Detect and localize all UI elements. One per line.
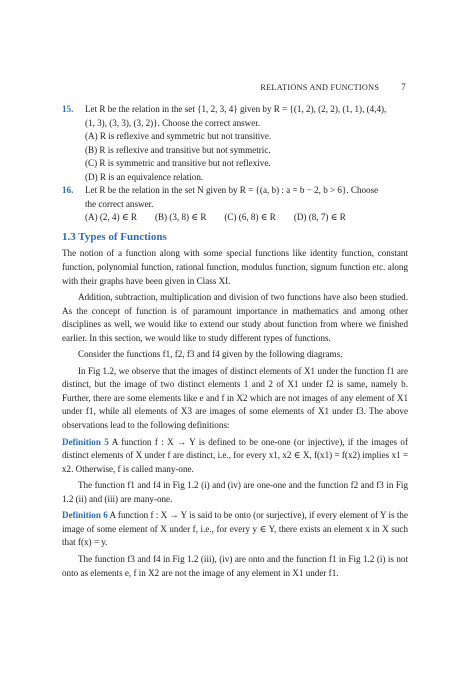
section-title: 1.3 Types of Functions — [62, 230, 167, 243]
running-title: RELATIONS AND FUNCTIONS — [260, 83, 380, 92]
section-paragraph-1: The notion of a function along with some special functions like identity function, constant function, polynomial function, rational function, modulus function, signum function etc. along with their graphs have been given in Class XI. — [62, 248, 408, 286]
section-paragraph-3: Consider the functions f1, f2, f3 and f4 given by the following diagrams. — [78, 349, 343, 360]
question-16-stem-line1: Let R be the relation in the set N given by R = {(a, b) : a = b − 2, b > 6}. Choose — [85, 185, 379, 196]
question-16-option-d: (D) (8, 7) ∈ R — [293, 212, 346, 223]
question-16-stem-line2: the correct answer. — [85, 198, 154, 209]
page-number: 7 — [401, 82, 406, 92]
definition-5-heading: Definition 5 — [62, 436, 109, 447]
question-16 — [62, 184, 408, 211]
question-16-option-c: (C) (6, 8) ∈ R — [224, 212, 276, 223]
question-15-option-b: (B) R is reflexive and transitive but not symmetric. — [85, 144, 271, 155]
page-content — [62, 103, 408, 580]
question-15-option-d: (D) R is an equivalence relation. — [85, 171, 204, 182]
definition-6-text: A function f : X → Y is said to be onto (or surjective), if every element of Y is the image of some element of X under f, i.e., for every y ∈ Y, there exists an element x in X such that f(x) = y. — [62, 510, 408, 548]
question-15-option-a: (A) R is reflexive and symmetric but not transitive. — [85, 131, 272, 142]
question-15-stem-line1: Let R be the relation in the set {1, 2, 3, 4} given by R = {(1, 2), (2, 2), (1, 1), (4,4), — [85, 104, 387, 114]
question-16-number: 16. — [62, 185, 74, 196]
section-paragraph-4: In Fig 1.2, we observe that the images of distinct elements of X1 under the function f1 are distinct, but the image of two distinct elements 1 and 2 of X1 under f2 is same, namely b. Further, there are some elements like e and f in X2 which are not images of any element of X1 under f1, while all elements of X3 are images of some elements of X1 under f3. The above observations lead to the following definitions: — [62, 365, 408, 431]
definition-5 — [62, 436, 408, 477]
question-16-options — [85, 211, 408, 225]
section-paragraph-2: Addition, subtraction, multiplication and division of two functions have also been studied. As the concept of function is of paramount importance in mathematics and among other disciplines as well, we would like to extend our study about function from where we finished earlier. In this section, we would like to study different types of functions. — [62, 292, 408, 343]
question-15 — [62, 103, 408, 130]
question-15-stem-line2: (1, 3), (3, 3), (3, 2)}. Choose the correct answer. — [85, 117, 261, 128]
running-header — [260, 82, 406, 92]
definition-6-heading: Definition 6 — [62, 510, 108, 521]
question-16-option-b: (B) (3, 8) ∈ R — [154, 212, 207, 223]
definition-6 — [62, 509, 408, 550]
paragraph-onto: The function f3 and f4 in Fig 1.2 (iii), (iv) are onto and the function f1 in Fig 1.2 (i) is not onto as elements e, f in X2 are not the image of any element in X1 under f1. — [62, 553, 408, 578]
question-16-option-a: (A) (2, 4) ∈ R — [85, 212, 137, 223]
question-15-option-c: (C) R is symmetric and transitive but not reflexive. — [85, 158, 271, 169]
paragraph-one-one: The function f1 and f4 in Fig 1.2 (i) and (iv) are one-one and the function f2 and f3 in Fig 1.2 (ii) and (iii) are many-one. — [62, 480, 408, 504]
question-15-number: 15. — [62, 104, 74, 114]
definition-5-text: A function f : X → Y is defined to be one-one (or injective), if the images of distinct elements of X under f are distinct, i.e., for every x1, x2 ∈ X, f(x1) = f(x2) implies x1 = x2. Otherwise, f is called many-one. — [62, 436, 408, 474]
